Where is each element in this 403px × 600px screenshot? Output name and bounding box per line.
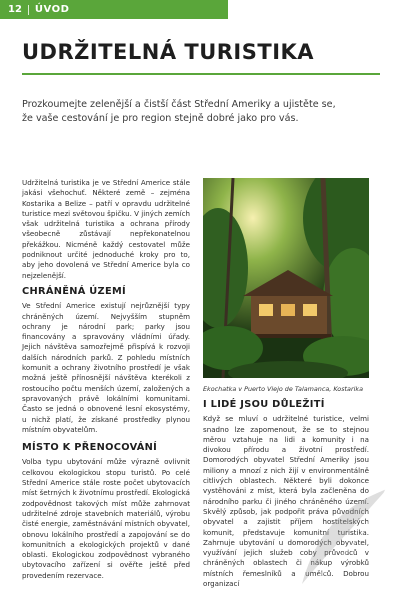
section-heading: MÍSTO K PŘENOCOVÁNÍ [22, 442, 158, 454]
section-heading: CHRÁNĚNÁ ÚZEMÍ [22, 285, 126, 297]
jungle-cabin-illustration [203, 178, 369, 378]
section-heading: I LIDÉ JSOU DŮLEŽITÍ [203, 399, 325, 410]
photo-caption: Ekochatka v Puerto Viejo de Talamanca, Kostarika [203, 385, 363, 393]
page-title: UDRŽITELNÁ TURISTIKA [22, 40, 315, 64]
section-name: ÚVOD [34, 4, 70, 15]
right-column [203, 400, 369, 589]
title-rule [22, 73, 380, 75]
header-divider [28, 5, 29, 15]
header-band [0, 0, 228, 19]
body-paragraph: Když se mluví o udržitelné turistice, velmi snadno lze zapomenout, že se to stejnou měrou vztahuje na lidi a komunity i na divokou přírodu a životní prostředí. Domorodých obyvatel Střední Ameriky jsou miliony a mnozí z nich žijí v environmentálně citlivých oblastech. Některé byli dokonce vystěhováni z míst, která byla začleněna do národního parku či jiného chráněného území. Skvělý způsob, jak podpořit práva původních obyvatel a zajistit příjem hostitelských komunit, představuje komunitní turistika. Zahrnuje ubytování u domorodých obyvatel, využívání jejich služeb coby průvodců v chráněných oblastech či nákup výrobků místních řemeslníků a umělců. Dobrou organizací [203, 414, 369, 589]
body-paragraph: Udržitelná turistika je ve Střední Americe stále jakási všehochuť. Některé země – zejména Kostarika a Belize – patří v opravdu udržitelné turistice mezi světovou špičku. V jiných zemích však udržitelná turistika a ochrana přírody všeobecně zůstávají nepřekonatelnou překážkou. Nicméně každý cestovatel může podniknout určité jednoduché kroky pro to, aby jeho dovolená ve Střední Americe byla co nejzelenější. [22, 178, 190, 280]
page-number: 12 [8, 4, 22, 15]
body-paragraph: Volba typu ubytování může výrazně ovlivnit celkovou ekologickou stopu turistů. Po celé Střední Americe stále roste počet ubytovacích míst šetrných k životnímu prostředí. Ekologická zodpovědnost takových míst může zahrnovat udržitelné zdroje stavebních materiálů, výrobu čisté energie, zaměstnávání místních obyvatel, obnovu lokálního prostředí a zapojování se do komunitních a ekologických projektů v dané oblasti. Ekologickou zodpovědnost vybraného ubytovacího zařízení si ověřte ještě před provedením rezervace. [22, 457, 190, 580]
body-paragraph: Ve Střední Americe existují nejrůznější typy chráněných území. Nejvyšším stupněm ochrany je národní park; parky jsou financovány a spravovány vládními úřady. Jejich návštěva samozřejmě přispívá k rozvoji dalších národních parků. Z pohledu místních komunit a ochrany životního prostředí je však možná ještě přínosnější návštěva kterékoli z rostoucího počtu menších území, založených a spravovaných právě lokálními komunitami. Často se jedná o obnovené lesní ekosystémy, u nichž platí, že získané prostředky plynou místním obyvatelům. [22, 301, 190, 434]
photo-eco-cabin [203, 178, 369, 378]
left-column [22, 178, 190, 581]
intro-paragraph: Prozkoumejte zelenější a čistší část Střední Ameriky a ujistěte se, že vaše cestování je pro region stejně dobré jako pro vás. [22, 99, 336, 124]
